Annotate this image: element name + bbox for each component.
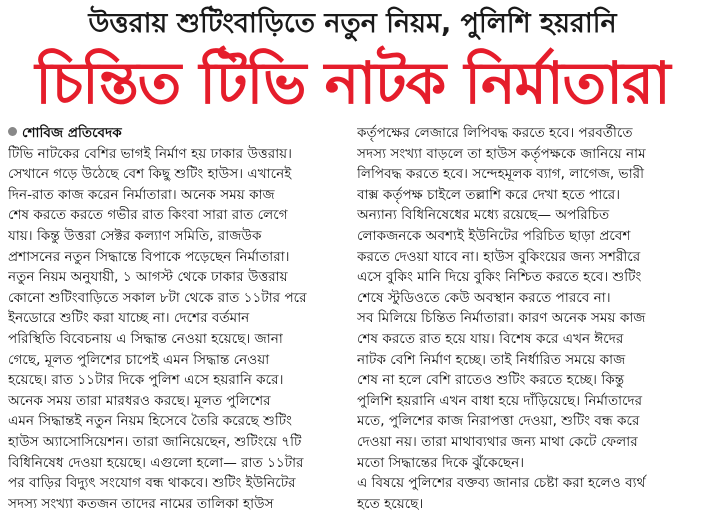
article-line: হাউস অ্যাসোসিয়েশন। তারা জানিয়েছেন, শুটিংয়ে ৭টি (8, 433, 302, 450)
article-line: হয়েছে। রাত ১১টার দিকে পুলিশ এসে হয়রানি করে। (8, 372, 284, 389)
article-line: এমন সিদ্ধান্তই নতুন নিয়ম হিসেবে তৈরি করেছে শুটিং (8, 413, 293, 430)
article-line: সদস্য সংখ্যা বাড়লে তা হাউস কর্তৃপক্ষকে জানিয়ে নাম (357, 145, 646, 162)
article-column-left (8, 123, 348, 514)
article-line: লোকজনকে অবশ্যই ইউনিটের পরিচিত ছাড়া প্রবেশ (357, 227, 631, 244)
article-line: বিধিনিষেধ দেওয়া হয়েছে। এগুলো হলো— রাত ১১টার (8, 454, 304, 471)
article-line: পরিস্থিতি বিবেচনায় এ সিদ্ধান্ত নেওয়া হয়েছে। জানা (8, 330, 283, 347)
article-line: সদস্য সংখ্যা কতজন তাদের নামের তালিকা হাউস (8, 495, 274, 512)
article-line: পুলিশি হয়রানি এখন বাধা হয়ে দাঁড়িয়েছে। নির্মাতাদের (357, 392, 643, 409)
article-line: শেষ না হলে বেশি রাতেও শুটিং করতে হচ্ছে। কিন্তু (357, 372, 625, 389)
byline: শোবিজ প্রতিবেদক (22, 125, 122, 141)
article-line: শেষ করতে করতে গভীর রাত কিংবা সারা রাত লেগে (8, 207, 288, 224)
right-body (357, 123, 699, 514)
article-line: সব মিলিয়ে চিন্তিত নির্মাতারা। কারণ অনেক সময় কাজ (357, 310, 646, 327)
article-line: প্রশাসনের নতুন সিদ্ধান্তে বিপাকে পড়েছেন নির্মাতারা। (8, 248, 290, 265)
article-line: হতে হয়েছে। (357, 495, 424, 512)
article-line: শেষ করতে রাত হয়ে যায়। বিশেষ করে এখন ঈদের (357, 330, 624, 347)
byline-line (8, 123, 348, 144)
article-line: মতো সিদ্ধান্তের দিকে ঝুঁকেছেন। (357, 454, 525, 471)
article-line: যায়। কিন্তু উত্তরা সেক্টর কল্যাণ সমিতি, রাজউক (8, 227, 262, 244)
article-line: লিপিবদ্ধ করতে হবে। সন্দেহমূলক ব্যাগ, লাগেজ, ভারী (357, 166, 644, 183)
article-line: কোনো শুটিংবাড়িতে সকাল ৮টা থেকে রাত ১১টার পরে (8, 289, 307, 306)
article-line: গেছে, মূলত পুলিশের চাপেই এমন সিদ্ধান্ত নেওয়া (8, 351, 270, 368)
article-line: অন্যান্য বিধিনিষেধের মধ্যে রয়েছে— অপরিচিত (357, 207, 610, 224)
article-line: এ বিষয়ে পুলিশের বক্তব্য জানার চেষ্টা করা হলেও ব্যর্থ (357, 475, 646, 492)
article-line: এসে বুকিং মানি দিয়ে বুকিং নিশ্চিত করতে হবে। শুটিং (357, 269, 642, 286)
article-line: টিভি নাটকের বেশির ভাগই নির্মাণ হয় ঢাকার উত্তরায়। (8, 145, 293, 162)
article-line: দেওয়া নয়। তারা মাথাব্যথার জন্য মাথা কেটে ফেলার (357, 433, 638, 450)
article-column-right (357, 123, 699, 514)
left-body (8, 144, 348, 514)
article-line: পর বাড়ির বিদ্যুৎ সংযোগ বন্ধ থাকবে। শুটিং ইউনিটের (8, 475, 296, 492)
article-line: নতুন নিয়ম অনুযায়ী, ১ আগস্ট থেকে ঢাকার উত্তরায় (8, 269, 288, 286)
article-line: কর্তৃপক্ষের লেজারে লিপিবদ্ধ করতে হবে। পরবর্তীতে (357, 125, 633, 141)
article-line: বাক্স কর্তৃপক্ষ চাইলে তল্লাশি করে দেখা হতে পারে। (357, 186, 621, 203)
article-line: অনেক সময় তারা মারধরও করছে। মূলত পুলিশের (8, 392, 271, 409)
article-line: ইনডোরে শুটিং করা যাচ্ছে না। দেশের বর্তমান (8, 310, 250, 327)
main-headline: চিন্তিত টিভি নাটক নির্মাতারা (35, 49, 670, 117)
kicker-headline: উত্তরায় শুটিংবাড়িতে নতুন নিয়ম, পুলিশি হয়রানি (88, 8, 617, 39)
article-line: শেষে স্টুডিওতে কেউ অবস্থান করতে পারবে না। (357, 289, 611, 306)
article-line: সেখানে গড়ে উঠেছে বেশ কিছু শুটিং হাউস। এখানেই (8, 166, 292, 183)
bullet-icon (8, 127, 17, 136)
article-line: নাটক বেশি নির্মাণ হচ্ছে। তাই নির্ধারিত সময়ে কাজ (357, 351, 626, 368)
article-line: দিন-রাত কাজ করেন নির্মাতারা। অনেক সময় কাজ (8, 186, 275, 203)
article-line: করতে দেওয়া যাবে না। হাউস বুকিংয়ের জন্য সশরীরে (357, 248, 641, 265)
article-line: মতে, পুলিশের কাজ নিরাপত্তা দেওয়া, শুটিং বন্ধ করে (357, 413, 640, 430)
